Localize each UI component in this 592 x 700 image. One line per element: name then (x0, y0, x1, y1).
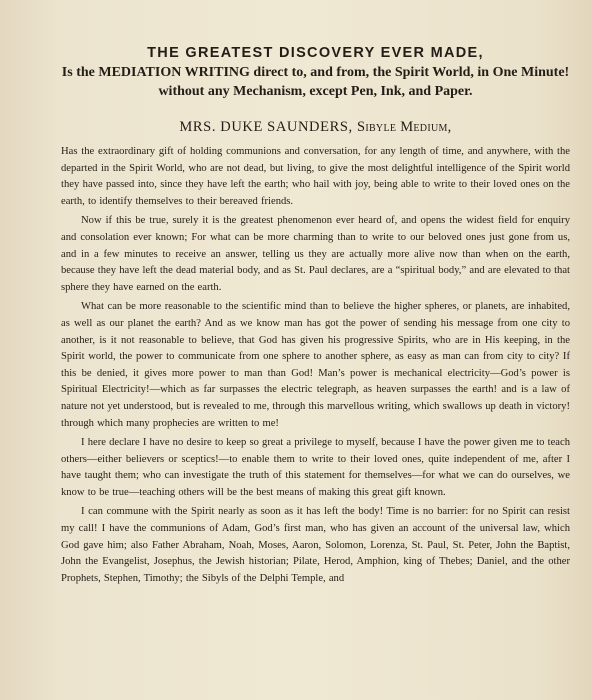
document-subtitle-line-1: Is the MEDIATION WRITING direct to, and from, the Spirit World, in One Minute! (61, 65, 570, 80)
paragraph-3: What can be more reasonable to the scientific mind than to believe the higher spheres, or planets, are inhabited, as well as our planet the earth? And as we know man has got the power of sending his message from one city to another, is it not reasonable to believe, that God has given his progressive Spirits, who are in His keeping, in the Spirit world, the power to communicate from one sphere to another sphere, as easy as man can from city to city? If this be denied, it gives more power to man than God! Man’s power is mechanical electricity—God’s power is Spiritual Electricity!—which as far surpasses the electric telegraph, as heaven surpasses the earth! and is a law of nature not yet understood, but is revealed to me, through this marvellous writing, which swallows up death in victory! through which many prophecies are written to me! (61, 301, 570, 429)
medium-heading (61, 118, 570, 136)
paragraph-1: Has the extraordinary gift of holding communions and conversation, for any length of time, and anywhere, with the departed in the Spirit World, who are not dead, but living, to give the most delightful intelligence of the Spirit world they have passed into, since they have left the earth; who hail with joy, being able to write to their loved ones on the earth, to identify themselves to their bereaved friends. (61, 146, 570, 207)
document-subtitle-line-2: without any Mechanism, except Pen, Ink, and Paper. (158, 84, 473, 99)
medium-name: MRS. DUKE SAUNDERS, (179, 119, 353, 135)
paragraph-4: I here declare I have no desire to keep so great a privilege to myself, because I have the power given me to teach others—either believers or sceptics!—to enable them to write to their loved ones, quite independent of me, after I have taught them; who can investigate the truth of this statement for themselves—for what we can do ourselves, we know to be true—teaching others will be the best means of making this great gift known. (61, 437, 570, 498)
document-title: THE GREATEST DISCOVERY EVER MADE, (147, 45, 484, 61)
paragraph-5: I can commune with the Spirit nearly as soon as it has left the body! Time is no barrier: for no Spirit can resist my call! I have the communions of Adam, God’s first man, who has given an account of the universal law, which God gave him; also Father Abraham, Noah, Moses, Aaron, Solomon, Lorenza, St. Paul, St. Peter, John the Baptist, John the Evangelist, Josephus, the Jewish historian; Pilate, Herod, Amphion, king of Thebes; Daniel, and the other Prophets, Stephen, Timothy; the Sibyls of the Delphi Temple, and (61, 506, 570, 584)
paragraph-2: Now if this be true, surely it is the greatest phenomenon ever heard of, and opens the widest field for enquiry and consolation ever known; For what can be more charming than to write to our beloved ones just gone from us, and in a few minutes to receive an answer, telling us they are actually more alive now than when on the earth, because they have left the dead material body, and as St. Paul declares, are a “spiritual body,” and are elevated to that sphere they have earned on the earth. (61, 215, 570, 293)
medium-title: Sibyle Medium, (356, 119, 452, 135)
